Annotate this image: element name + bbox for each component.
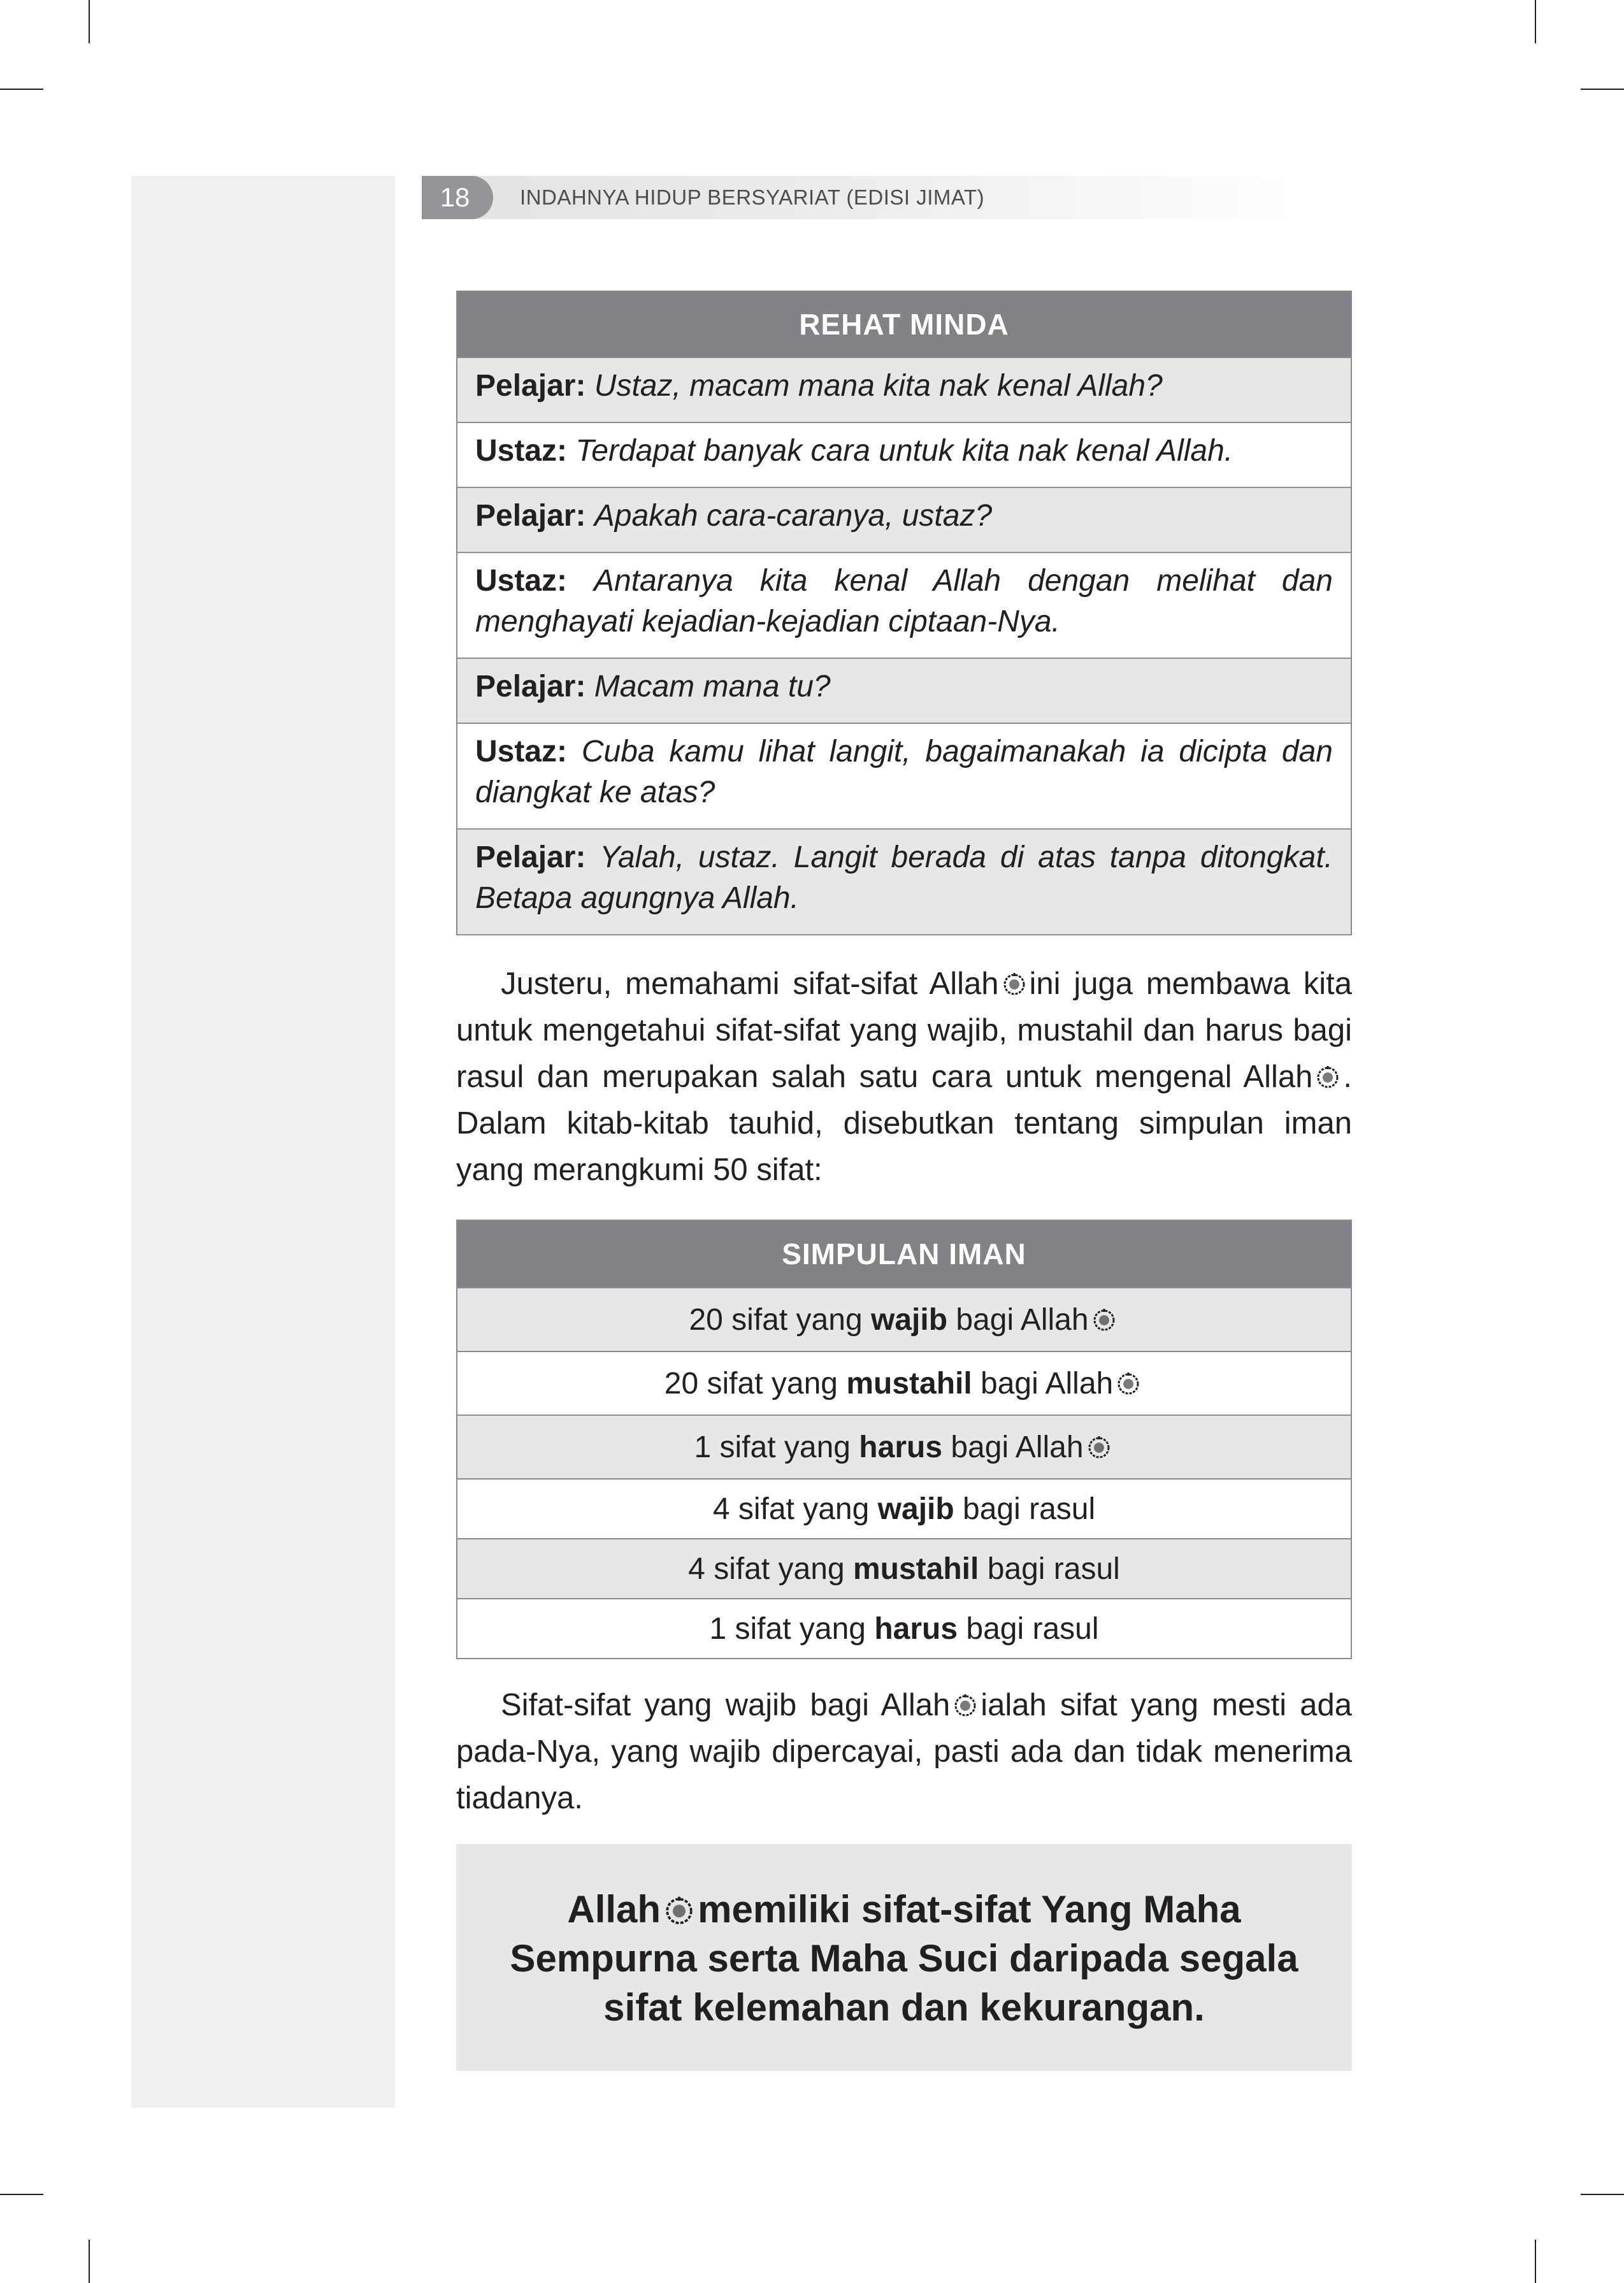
dialogue-text: Apakah cara-caranya, ustaz? — [594, 499, 993, 533]
table-row — [457, 1478, 1351, 1538]
dialogue-row — [457, 828, 1351, 934]
crop-mark — [1581, 2194, 1624, 2195]
dialogue-text: Cuba kamu lihat langit, bagaimanakah ia dicipta dan diangkat ke atas? — [475, 735, 1333, 809]
speaker-label: Pelajar: — [475, 499, 586, 533]
swt-calligraphy-icon — [952, 1692, 978, 1718]
table-row — [457, 1598, 1351, 1658]
row-keyword: wajib — [870, 1303, 948, 1337]
swt-calligraphy-icon — [663, 1894, 695, 1926]
callout-text: memiliki sifat-sifat Yang Maha — [698, 1888, 1241, 1931]
row-text: bagi Allah — [956, 1303, 1089, 1337]
crop-mark — [1535, 0, 1536, 43]
swt-calligraphy-icon — [1116, 1371, 1141, 1396]
paragraph-text: . Dalam kitab-kitab tauhid, disebutkan tentang simpulan iman yang merangkumi 50 sifat: — [456, 1060, 1352, 1187]
simpulan-iman-table — [456, 1220, 1352, 1659]
table-row — [457, 1415, 1351, 1478]
speaker-label: Pelajar: — [475, 670, 586, 703]
dialogue-row — [457, 552, 1351, 658]
dialogue-text: Macam mana tu? — [594, 670, 831, 703]
highlight-box — [456, 1844, 1352, 2071]
swt-calligraphy-icon — [1086, 1434, 1112, 1460]
speaker-label: Pelajar: — [475, 840, 586, 874]
crop-mark — [89, 2240, 90, 2283]
table-row — [457, 1351, 1351, 1415]
swt-calligraphy-icon — [1091, 1307, 1117, 1332]
row-text: 1 sifat yang — [709, 1612, 866, 1646]
table-row — [457, 1538, 1351, 1598]
running-title: INDAHNYA HIDUP BERSYARIAT (EDISI JIMAT) — [520, 185, 985, 209]
body-paragraph — [456, 1682, 1352, 1822]
row-keyword: wajib — [877, 1492, 954, 1526]
crop-mark — [1581, 89, 1624, 90]
row-text: 20 sifat yang — [689, 1303, 863, 1337]
page-number: 18 — [422, 176, 493, 219]
speaker-label: Pelajar: — [475, 369, 586, 403]
callout-line — [456, 1885, 1352, 1934]
dialogue-row — [457, 723, 1351, 828]
swt-calligraphy-icon — [1315, 1064, 1340, 1090]
dialogue-row — [457, 487, 1351, 552]
page-sidebar — [131, 176, 395, 2108]
paragraph-text: ini juga membawa kita untuk mengetahui sifat-sifat yang wajib, mustahil dan harus bagi rasul dan merupakan salah satu cara untuk mengenal Allah — [456, 967, 1352, 1094]
row-text: bagi Allah — [951, 1430, 1084, 1464]
speaker-label: Ustaz: — [475, 564, 568, 598]
row-text: bagi rasul — [966, 1612, 1099, 1646]
body-paragraph — [456, 961, 1352, 1193]
paragraph-text: ialah sifat yang mesti ada pada-Nya, yang wajib dipercayai, pasti ada dan tidak menerima tiadanya. — [456, 1688, 1352, 1815]
row-keyword: mustahil — [852, 1552, 979, 1586]
dialogue-row — [457, 357, 1351, 422]
running-header — [422, 176, 1295, 219]
dialogue-row — [457, 422, 1351, 487]
swt-calligraphy-icon — [1002, 971, 1027, 997]
row-keyword: harus — [874, 1612, 958, 1646]
crop-mark — [0, 2194, 43, 2195]
paragraph-text: Justeru, memahami sifat-sifat Allah — [501, 967, 999, 1001]
crop-mark — [89, 0, 90, 43]
row-text: 4 sifat yang — [688, 1552, 845, 1586]
row-text: bagi rasul — [963, 1492, 1096, 1526]
dialogue-text: Antaranya kita kenal Allah dengan melihat dan menghayati kejadian-kejadian ciptaan-Nya. — [475, 564, 1333, 638]
callout-line: Sempurna serta Maha Suci daripada segala — [510, 1937, 1298, 1980]
crop-mark — [0, 89, 43, 90]
row-text: bagi Allah — [981, 1367, 1114, 1401]
row-keyword: mustahil — [846, 1367, 972, 1401]
table-title: REHAT MINDA — [457, 292, 1351, 357]
dialogue-text: Ustaz, macam mana kita nak kenal Allah? — [594, 369, 1163, 403]
callout-text: Allah — [567, 1888, 661, 1931]
row-text: 20 sifat yang — [664, 1367, 838, 1401]
row-text: 1 sifat yang — [694, 1430, 851, 1464]
speaker-label: Ustaz: — [475, 735, 568, 768]
row-text: bagi rasul — [987, 1552, 1120, 1586]
speaker-label: Ustaz: — [475, 434, 568, 468]
dialogue-row — [457, 658, 1351, 723]
row-text: 4 sifat yang — [712, 1492, 870, 1526]
rehat-minda-table — [456, 291, 1352, 935]
table-row — [457, 1287, 1351, 1351]
row-keyword: harus — [859, 1430, 943, 1464]
dialogue-text: Yalah, ustaz. Langit berada di atas tanpa ditongkat. Betapa agungnya Allah. — [475, 840, 1333, 915]
dialogue-text: Terdapat banyak cara untuk kita nak kenal Allah. — [575, 434, 1233, 468]
callout-line: sifat kelemahan dan kekurangan. — [603, 1986, 1205, 2029]
crop-mark — [1535, 2240, 1536, 2283]
paragraph-text: Sifat-sifat yang wajib bagi Allah — [501, 1688, 951, 1722]
table-title: SIMPULAN IMAN — [457, 1221, 1351, 1287]
